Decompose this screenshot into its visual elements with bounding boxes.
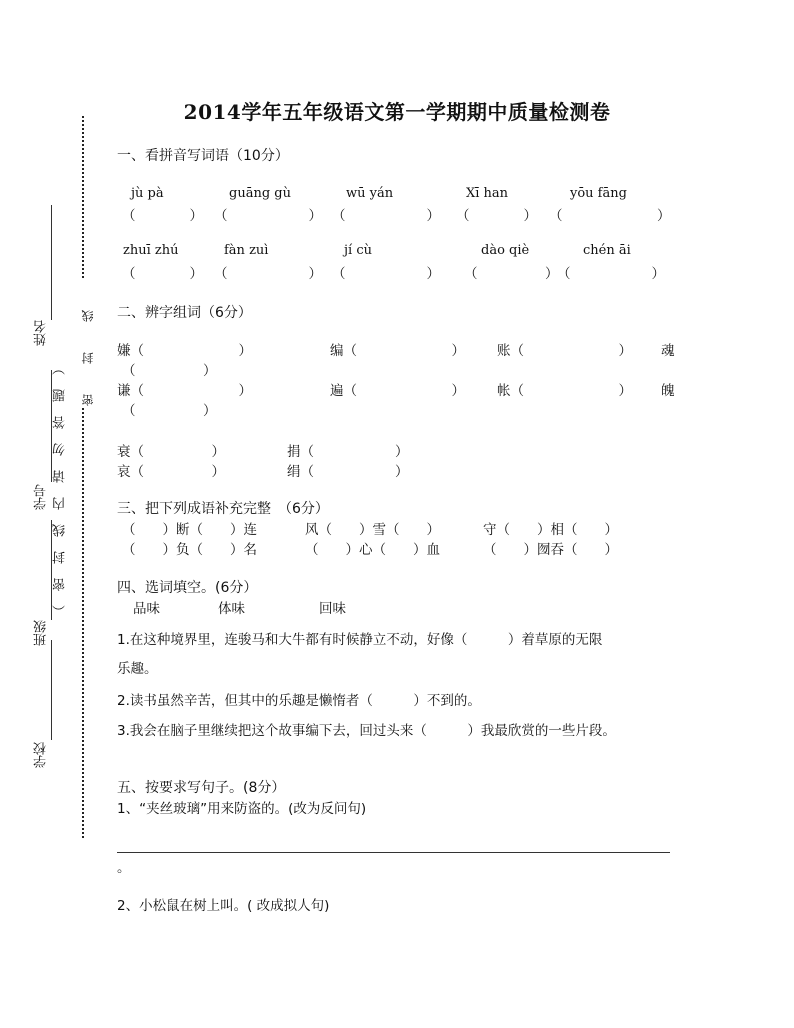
pinyin: yōu fāng: [570, 186, 627, 201]
pinyin: Xī han: [466, 186, 509, 201]
answer-box[interactable]: （ ）: [332, 266, 440, 282]
name-label: 姓名: [34, 320, 49, 346]
sentence-task-2: 2、小松鼠在树上叫。( 改成拟人句): [117, 898, 330, 914]
idiom-blank[interactable]: 风（ ）雪（ ）: [305, 522, 440, 538]
word-group[interactable]: 帐（ ）: [497, 383, 632, 399]
question-1-cont: 乐趣。: [117, 661, 158, 677]
question-1[interactable]: 1.在这种境界里，连骏马和大牛都有时候静立不动，好像（ ）着草原的无限: [117, 632, 603, 648]
word-group[interactable]: 遍（ ）: [330, 383, 465, 399]
question-3[interactable]: 3.我会在脑子里继续把这个故事编下去，回过头来（ ）我最欣赏的一些片段。: [117, 723, 616, 739]
answer-box[interactable]: （ ）: [464, 266, 559, 282]
school-underline: [51, 640, 52, 740]
idiom-blank[interactable]: （ ）囫吞（ ）: [483, 542, 618, 558]
page-title: 2014学年五年级语文第一学期期中质量检测卷: [183, 100, 611, 124]
word-option: 回味: [319, 601, 346, 617]
word-group[interactable]: 账（ ）: [497, 343, 632, 359]
number-label: 学号: [34, 484, 49, 510]
answer-box[interactable]: （ ）: [456, 208, 537, 224]
answer-line[interactable]: [117, 852, 670, 853]
idiom-blank[interactable]: 守（ ）相（ ）: [483, 522, 618, 538]
pinyin: jí cù: [344, 243, 372, 258]
pinyin: jù pà: [131, 186, 164, 201]
seal-dotted-line: [82, 116, 84, 838]
word-group[interactable]: 嫌（ ）: [117, 343, 252, 359]
answer-box[interactable]: （ ）: [122, 266, 203, 282]
word-group[interactable]: 绢（ ）: [287, 464, 409, 480]
answer-box[interactable]: （ ）: [549, 208, 671, 224]
section5-heading: 五、按要求写句子。(8分）: [117, 780, 286, 796]
word-group[interactable]: （ ）: [122, 363, 217, 379]
sentence-task-1: 1、“夹丝玻璃”用来防盗的。(改为反问句): [117, 801, 367, 817]
section3-heading: 三、把下列成语补充完整 （6分）: [117, 501, 329, 517]
question-2[interactable]: 2.读书虽然辛苦，但其中的乐趣是懒惰者（ ）不到的。: [117, 693, 481, 709]
idiom-blank[interactable]: （ ）断（ ）连: [122, 522, 257, 538]
section1-heading: 一、看拼音写词语（10分）: [117, 148, 289, 164]
word-group[interactable]: 衰（ ）: [117, 444, 225, 460]
word-group: 魄: [661, 383, 675, 399]
word-group[interactable]: 谦（ ）: [117, 383, 252, 399]
class-underline: [51, 520, 52, 620]
word-group[interactable]: 捐（ ）: [287, 444, 409, 460]
school-label: 学校: [34, 742, 49, 768]
pinyin: guāng gù: [229, 186, 291, 201]
seal-line-label: 密封线: [81, 280, 95, 406]
word-group[interactable]: 哀（ ）: [117, 464, 225, 480]
idiom-blank[interactable]: （ ）负（ ）名: [122, 542, 257, 558]
pinyin: zhuī zhú: [123, 243, 179, 258]
pinyin: wū yán: [346, 186, 394, 201]
word-group: 魂: [661, 343, 675, 359]
answer-box[interactable]: （ ）: [557, 266, 665, 282]
pinyin: dào qiè: [481, 243, 530, 258]
answer-period: 。: [117, 860, 131, 876]
answer-box[interactable]: （ ）: [214, 266, 322, 282]
section2-heading: 二、辨字组词（6分）: [117, 305, 252, 321]
number-underline: [51, 370, 52, 482]
answer-box[interactable]: （ ）: [122, 208, 203, 224]
pinyin: chén āi: [583, 243, 631, 258]
seal-notice: （密封线内请勿答题）: [53, 348, 68, 618]
answer-box[interactable]: （ ）: [214, 208, 322, 224]
pinyin: fàn zuì: [224, 243, 269, 258]
answer-box[interactable]: （ ）: [332, 208, 440, 224]
idiom-blank[interactable]: （ ）心（ ）血: [305, 542, 440, 558]
word-group[interactable]: 编（ ）: [330, 343, 465, 359]
name-underline: [51, 205, 52, 320]
class-label: 班级: [34, 620, 49, 646]
word-group[interactable]: （ ）: [122, 403, 217, 419]
word-option: 体味: [218, 601, 245, 617]
section4-heading: 四、选词填空。(6分）: [117, 580, 258, 596]
word-option: 品味: [133, 601, 160, 617]
